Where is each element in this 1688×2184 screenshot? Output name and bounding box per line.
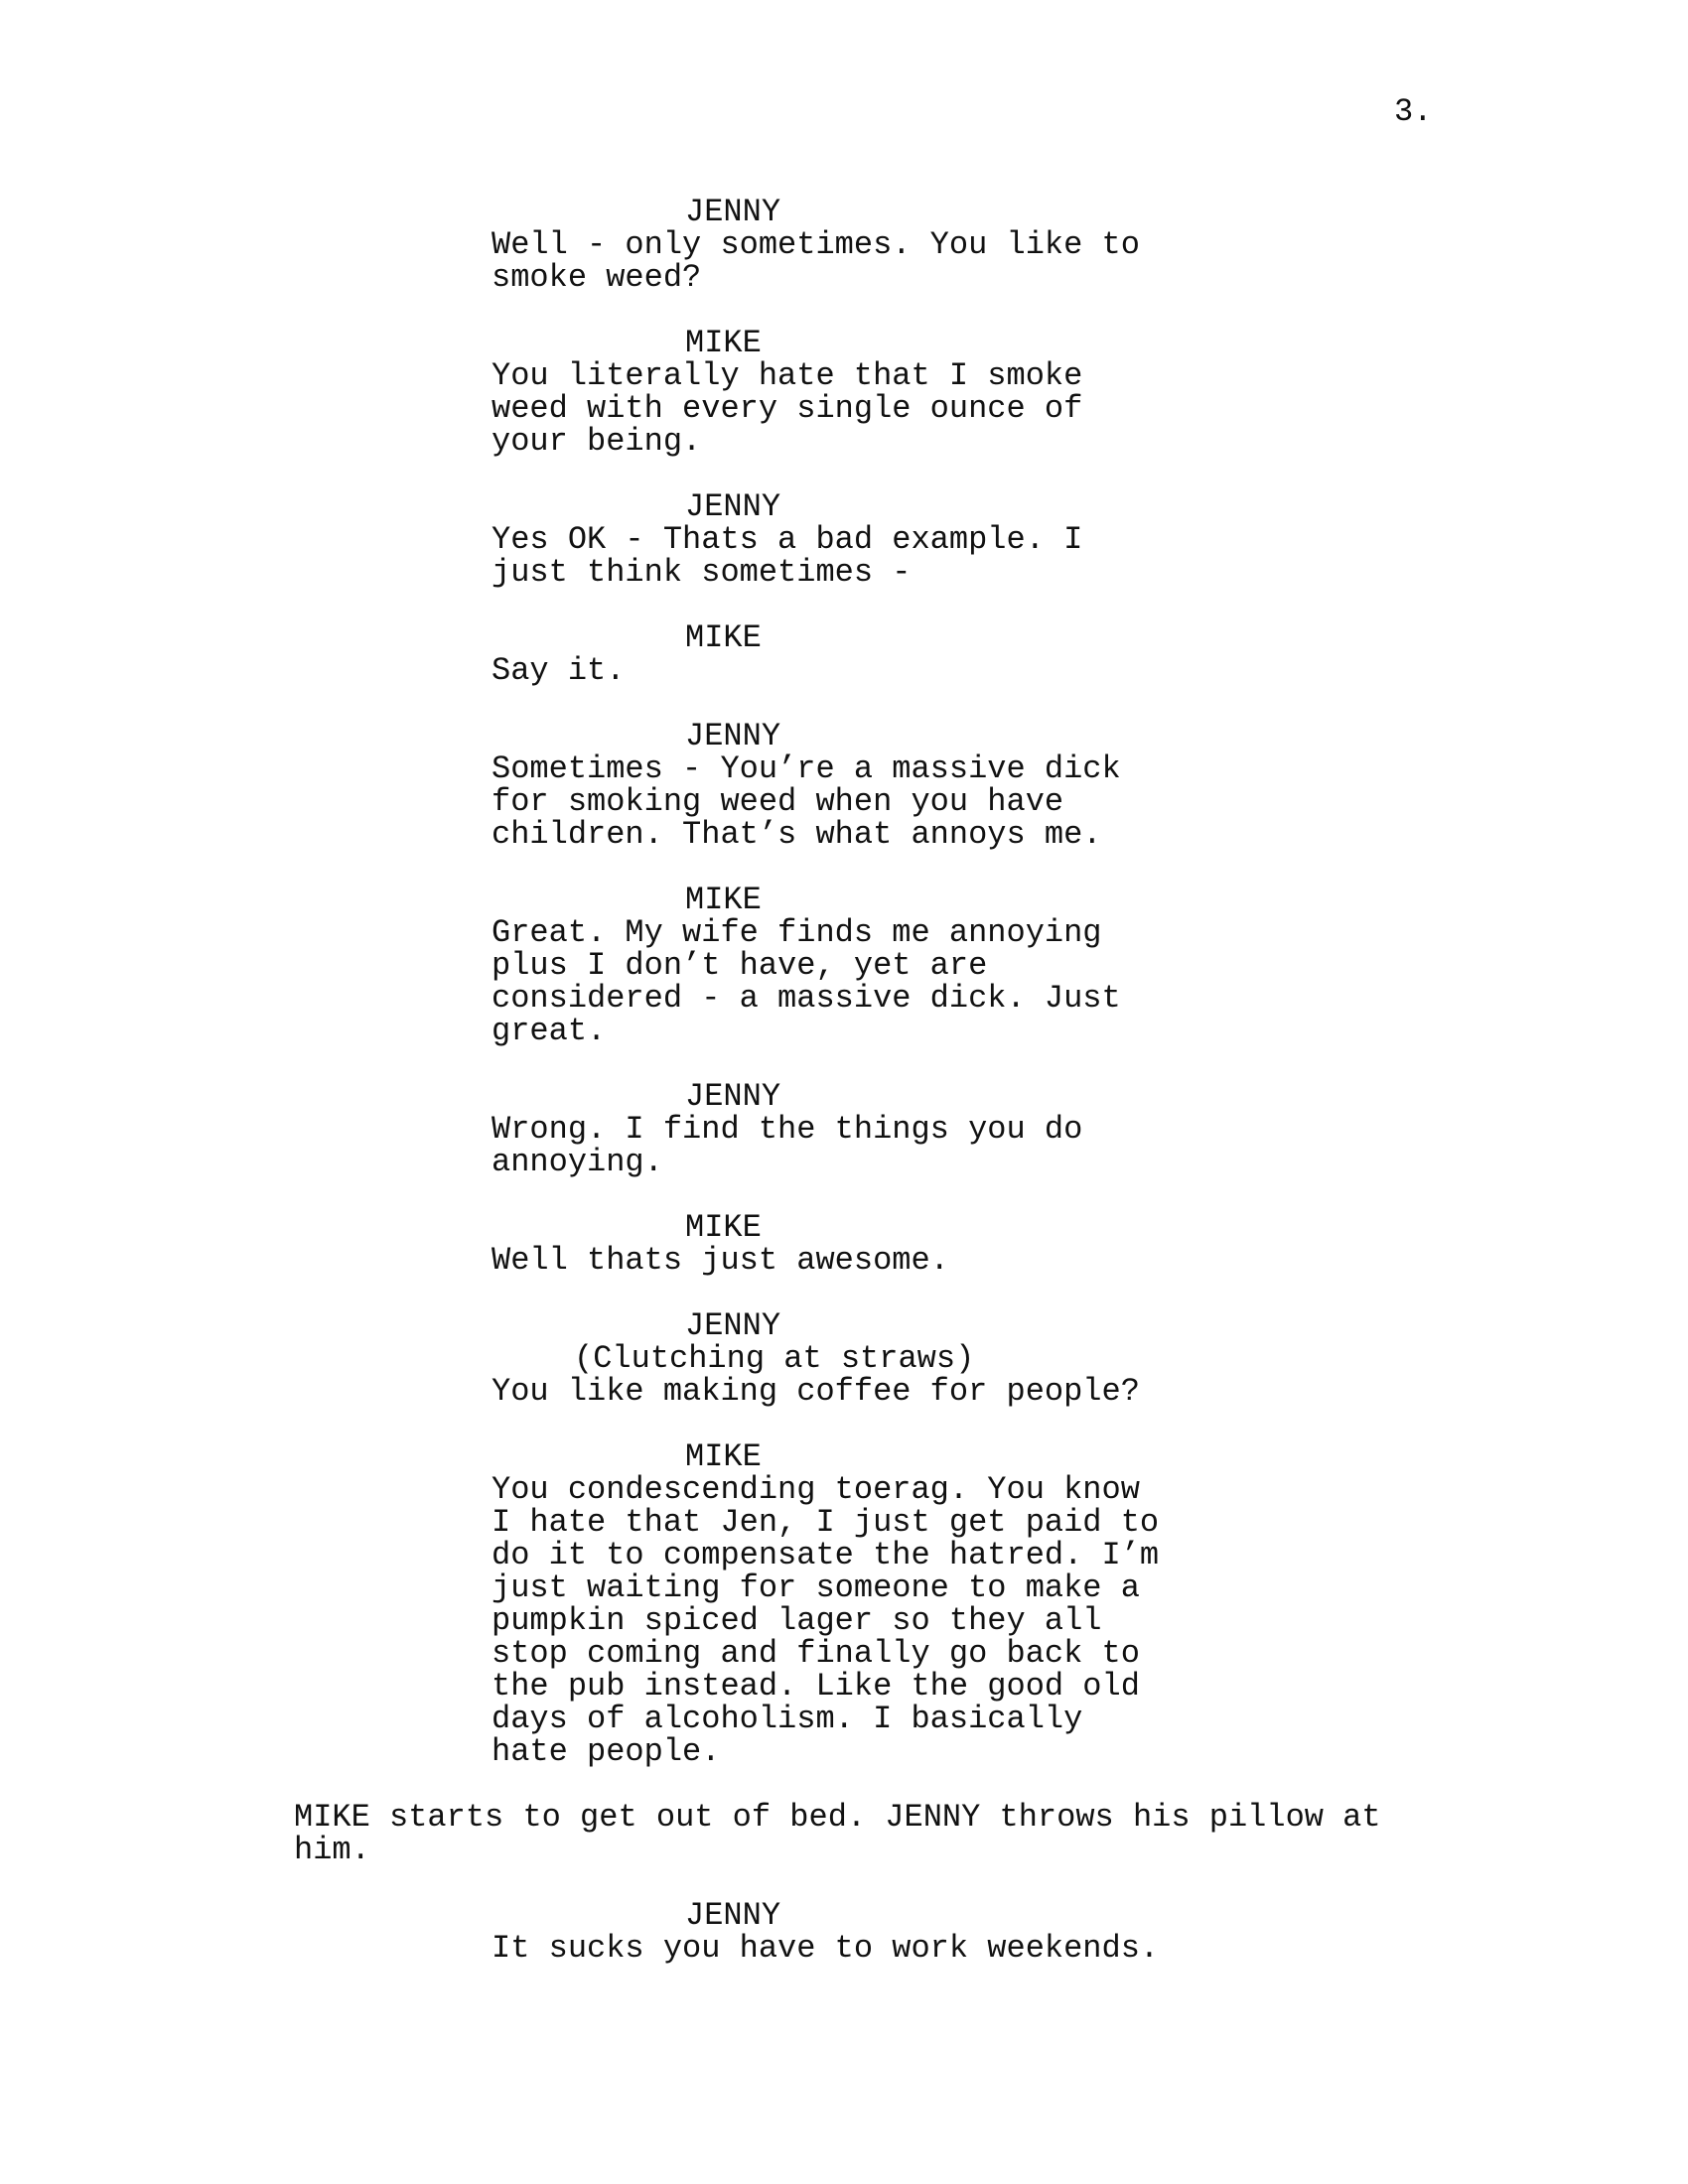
dialogue-line: Wrong. I find the things you do [492, 1111, 1083, 1148]
character-name: JENNY [685, 1897, 781, 1934]
character-name: JENNY [685, 488, 781, 525]
dialogue-line: I hate that Jen, I just get paid to [492, 1504, 1160, 1541]
character-name: MIKE [685, 882, 762, 918]
dialogue-line: considered - a massive dick. Just [492, 980, 1121, 1017]
dialogue-line: for smoking weed when you have [492, 783, 1064, 820]
dialogue-line: Sometimes - You’re a massive dick [492, 751, 1121, 787]
dialogue-line: children. That’s what annoys me. [492, 816, 1102, 853]
dialogue-line: Well thats just awesome. [492, 1242, 949, 1279]
dialogue-line: Great. My wife finds me annoying [492, 914, 1102, 951]
dialogue-line: great. [492, 1013, 607, 1049]
dialogue-line: your being. [492, 423, 702, 460]
character-name: MIKE [685, 1438, 762, 1475]
dialogue-line: Yes OK - Thats a bad example. I [492, 521, 1083, 558]
dialogue-line: It sucks you have to work weekends. [492, 1930, 1160, 1967]
character-name: MIKE [685, 1209, 762, 1246]
dialogue-line: days of alcoholism. I basically [492, 1701, 1083, 1737]
dialogue-line: do it to compensate the hatred. I’m [492, 1537, 1160, 1573]
character-name: JENNY [685, 1078, 781, 1115]
dialogue-line: You condescending toerag. You know [492, 1471, 1140, 1508]
dialogue-line: You literally hate that I smoke [492, 357, 1083, 394]
page-number: 3. [1394, 93, 1433, 130]
dialogue-line: annoying. [492, 1144, 663, 1180]
dialogue-line: the pub instead. Like the good old [492, 1668, 1140, 1705]
dialogue-line: smoke weed? [492, 259, 702, 296]
dialogue-line: pumpkin spiced lager so they all [492, 1602, 1102, 1639]
dialogue-line: Well - only sometimes. You like to [492, 226, 1140, 263]
dialogue-line: just waiting for someone to make a [492, 1570, 1140, 1606]
dialogue-line: stop coming and finally go back to [492, 1635, 1140, 1672]
parenthetical: (Clutching at straws) [574, 1340, 975, 1377]
action-line: MIKE starts to get out of bed. JENNY throws his pillow at [294, 1799, 1381, 1836]
dialogue-line: hate people. [492, 1733, 721, 1770]
dialogue-line: weed with every single ounce of [492, 390, 1083, 427]
dialogue-line: just think sometimes - [492, 554, 912, 591]
dialogue-line: plus I don’t have, yet are [492, 947, 988, 984]
action-line: him. [294, 1832, 370, 1868]
character-name: JENNY [685, 1307, 781, 1344]
dialogue-line: You like making coffee for people? [492, 1373, 1140, 1410]
character-name: JENNY [685, 194, 781, 230]
character-name: JENNY [685, 718, 781, 754]
character-name: MIKE [685, 325, 762, 361]
character-name: MIKE [685, 619, 762, 656]
dialogue-line: Say it. [492, 652, 626, 689]
